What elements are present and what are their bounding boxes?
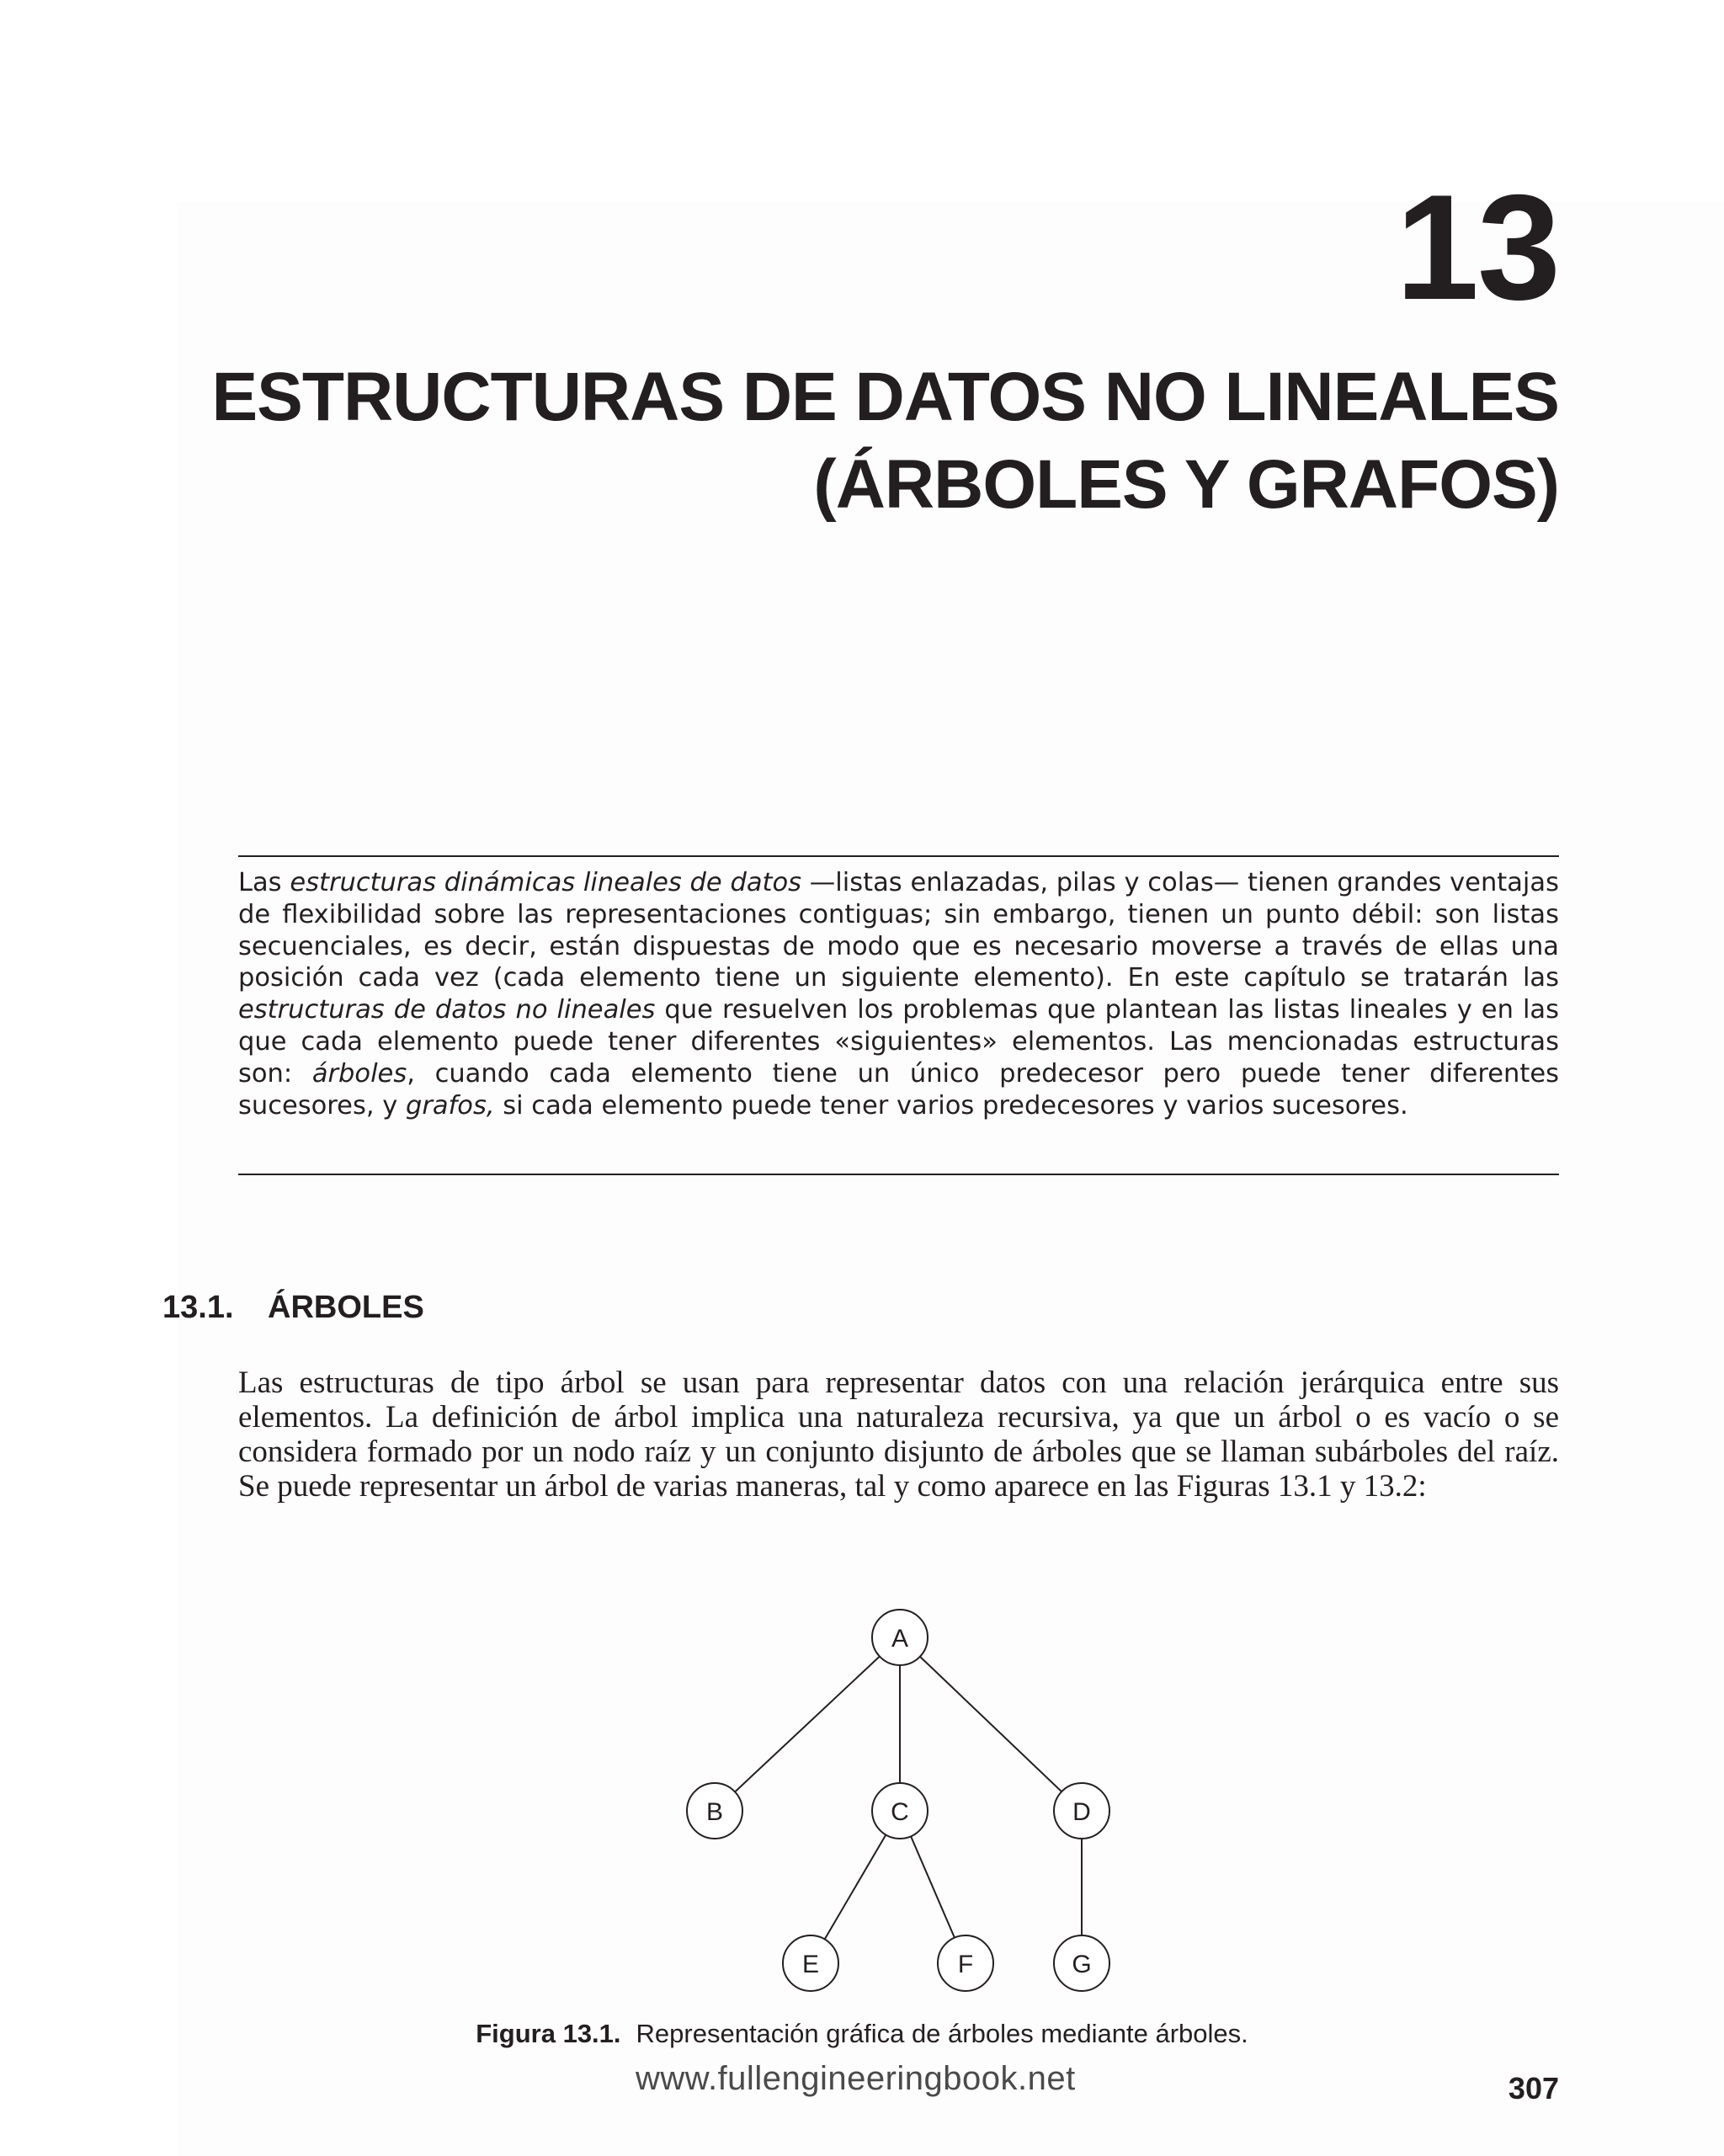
abstract-emphasis-1: estructuras dinámicas lineales de datos xyxy=(290,868,802,897)
chapter-title-line-1: ESTRUCTURAS DE DATOS NO LINEALES xyxy=(211,359,1559,435)
tree-node-label: C xyxy=(891,1798,909,1826)
tree-node-D xyxy=(1054,1783,1109,1839)
section-title: ÁRBOLES xyxy=(268,1290,424,1325)
tree-diagram xyxy=(665,1604,1136,2008)
page-number: 307 xyxy=(1508,2071,1559,2105)
tree-node-A xyxy=(872,1610,928,1665)
section-number: 13.1. xyxy=(162,1290,234,1325)
abstract-text-2: —listas enlazadas, pilas y colas— tienen grandes ventajas de flexibilidad sobre las representaciones contiguas; sin embargo, tienen un punto débil: son listas secuenciales, es decir, están dispuestas de modo que es necesario moverse a través de ellas una posición cada vez (cada elemento tiene un siguiente elemento). En este capítulo se tratarán las xyxy=(238,868,1559,993)
abstract-emphasis-4: grafos, xyxy=(405,1090,495,1121)
chapter-title xyxy=(128,354,1559,529)
section-body-paragraph: Las estructuras de tipo árbol se usan para representar datos con una relación jerárquica entre sus elementos. La definición de árbol implica una naturaleza recursiva, ya que un árbol o es vacío o se considera formado por un nodo raíz y un conjunto disjunto de árboles que se llaman subárboles del raíz. Se puede representar un árbol de varias maneras, tal y como aparece en las Figuras 13.1 y 13.2: xyxy=(238,1365,1559,1504)
abstract-emphasis-2: estructuras de datos no lineales xyxy=(238,995,656,1025)
tree-node-label: E xyxy=(801,1951,820,1978)
tree-node-label: A xyxy=(891,1625,909,1653)
tree-node-F xyxy=(938,1935,993,1991)
tree-edge-A-D xyxy=(900,1637,1082,1811)
section-heading xyxy=(162,1290,424,1326)
watermark-url: www.fullengineeringbook.net xyxy=(636,2060,1076,2097)
tree-node-label: G xyxy=(1072,1951,1092,1978)
tree-node-B xyxy=(687,1783,742,1839)
tree-edge-A-B xyxy=(715,1637,900,1811)
chapter-title-line-2: (ÁRBOLES Y GRAFOS) xyxy=(813,446,1559,523)
abstract-text-1: Las xyxy=(238,868,290,897)
figure-caption-label: Figura 13.1. xyxy=(476,2019,621,2048)
tree-node-label: F xyxy=(957,1951,974,1978)
abstract-text-3: que resuelven los problemas que plantean las listas lineales y en las que cada elemento puede tener diferentes «siguientes» elementos. Las mencionadas estructuras son: xyxy=(238,995,1559,1089)
tree-node-label: B xyxy=(705,1798,724,1826)
abstract-text-4: , cuando cada elemento tiene un único predecesor pero puede tener diferentes sucesores, y xyxy=(238,1058,1559,1121)
abstract-text-5: si cada elemento puede tener varios predecesores y varios sucesores. xyxy=(494,1090,1408,1121)
chapter-abstract xyxy=(238,867,1559,1121)
tree-node-label: D xyxy=(1072,1798,1091,1826)
figure-caption xyxy=(0,2019,1724,2049)
figure-caption-text: Representación gráfica de árboles mediante árboles. xyxy=(636,2019,1248,2048)
chapter-number: 13 xyxy=(1396,163,1559,331)
tree-node-C xyxy=(872,1783,928,1839)
abstract-top-rule xyxy=(238,855,1559,857)
abstract-emphasis-3: árboles xyxy=(311,1058,407,1089)
tree-node-G xyxy=(1054,1935,1109,1991)
tree-node-E xyxy=(783,1935,838,1991)
abstract-bottom-rule xyxy=(238,1174,1559,1175)
